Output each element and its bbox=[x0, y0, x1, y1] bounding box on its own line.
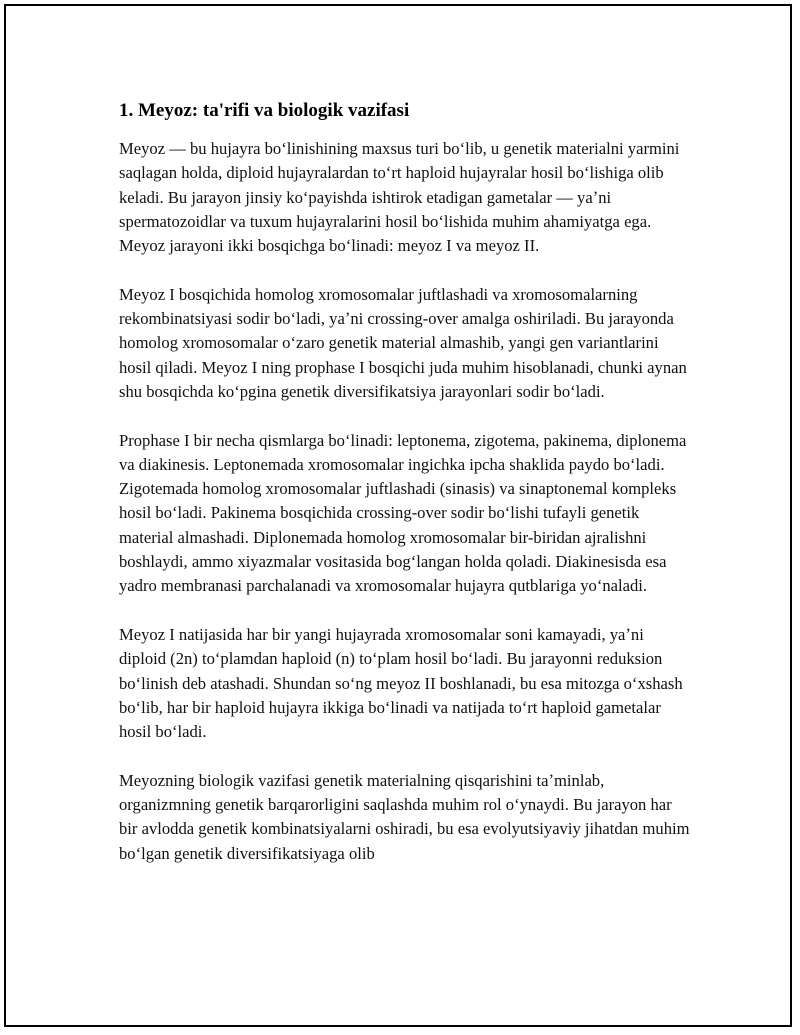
paragraph-3: Prophase I bir necha qismlarga boʻlinadi: leptonema, zigotema, pakinema, diplonema va diakinesis. Leptonemada xromosomalar ingichka ipcha shaklida paydo boʻladi. Zigotemada homolog xromosomalar juftlashadi (sinasis) va sinaptonemal kompleks hosil boʻladi. Pakinema bosqichida crossing-over sodir boʻlishi tufayli genetik material almashadi. Diplonemada homolog xromosomalar bir-biridan ajralishni boshlaydi, ammo xiyazmalar vositasida bogʻlangan holda qoladi. Diakinesisda esa yadro membranasi parchalanadi va xromosomalar hujayra qutblariga yoʻnaladi. bbox=[119, 430, 687, 596]
paragraph-1: Meyoz — bu hujayra boʻlinishining maxsus turi boʻlib, u genetik materialni yarmini saqlagan holda, diploid hujayralardan toʻrt haploid hujayralar hosil boʻlishiga olib keladi. Bu jarayon jinsiy koʻpayishda ishtirok etadigan gametalar — yaʼni spermatozoidlar va tuxum hujayralarini hosil boʻlishida muhim ahamiyatga ega. Meyoz jarayoni ikki bosqichga boʻlinadi: meyoz I va meyoz II. bbox=[119, 139, 680, 256]
section-heading: 1. Meyoz: ta'rifi va biologik vazifasi bbox=[119, 100, 410, 121]
paragraph-4: Meyoz I natijasida har bir yangi hujayrada xromosomalar soni kamayadi, yaʼni diploid (2n) toʻplamdan haploid (n) toʻplam hosil boʻladi. Bu jarayonni reduksion boʻlinish deb atashadi. Shundan soʻng meyoz II boshlanadi, bu esa mitozga oʻxshash boʻlib, har bir haploid hujayra ikkiga boʻlinadi va natijada toʻrt haploid gametalar hosil boʻladi. bbox=[119, 624, 683, 742]
paragraph-5: Meyozning biologik vazifasi genetik materialning qisqarishini taʼminlab, organizmning genetik barqarorligini saqlashda muhim rol oʻynaydi. Bu jarayon har bir avlodda genetik kombinatsiyalarni oshiradi, bu esa evolyutsiyaviy jihatdan muhim boʻlgan genetik diversifikatsiyaga olib bbox=[119, 770, 690, 863]
document-page bbox=[4, 4, 792, 1027]
document-body bbox=[119, 99, 694, 890]
paragraph-2: Meyoz I bosqichida homolog xromosomalar juftlashadi va xromosomalarning rekombinatsiyasi sodir boʻladi, yaʼni crossing-over amalga oshiriladi. Bu jarayonda homolog xromosomalar oʻzaro genetik material almashib, yangi gen variantlarini hosil qiladi. Meyoz I ning prophase I bosqichi juda muhim hisoblanadi, chunki aynan shu bosqichda koʻpgina genetik diversifikatsiya jarayonlari sodir boʻladi. bbox=[119, 284, 687, 401]
